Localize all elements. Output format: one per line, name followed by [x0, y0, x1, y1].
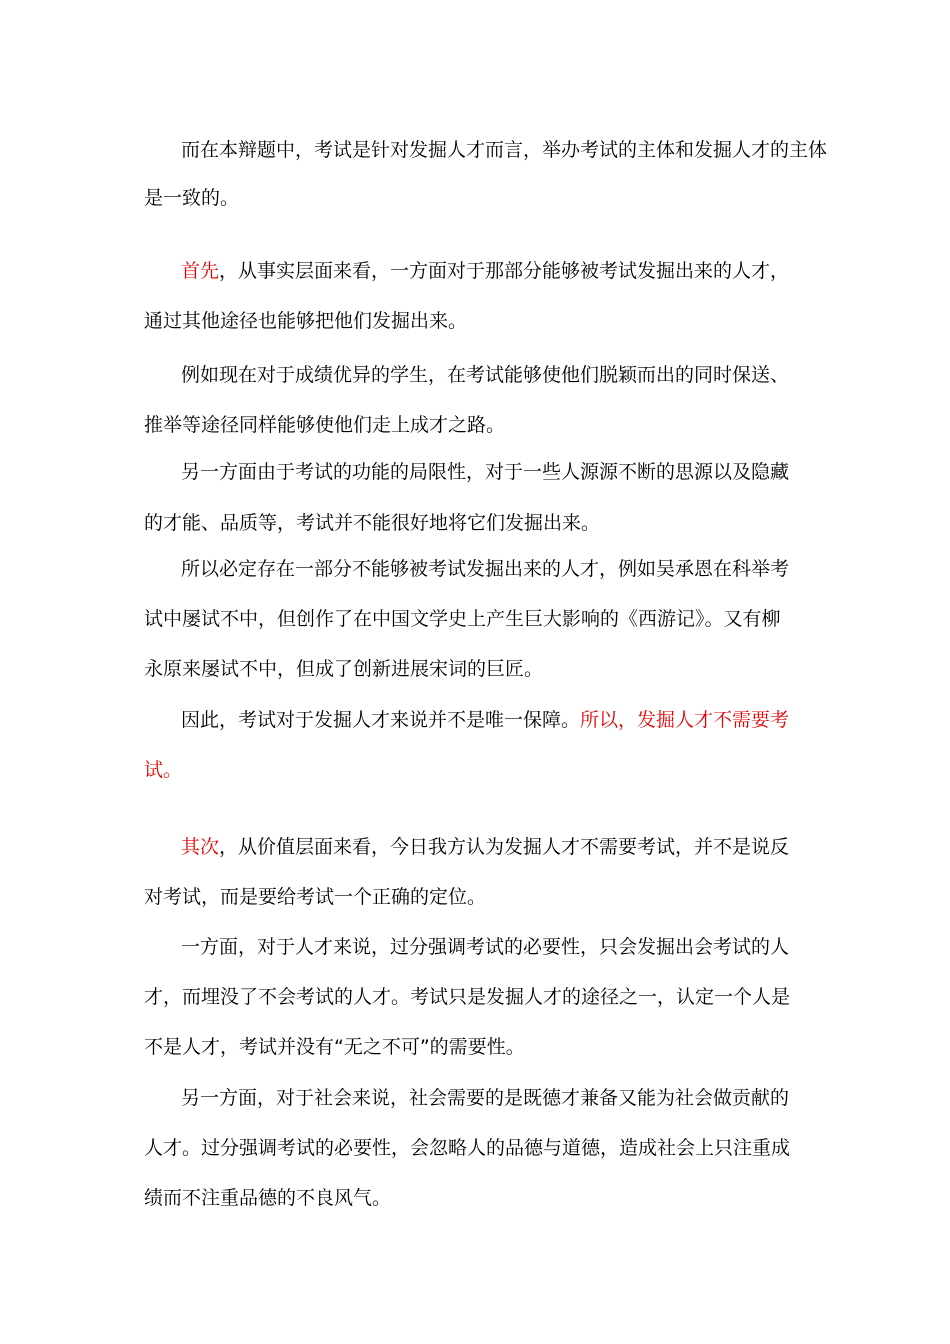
body-text: 对考试，而是要给考试一个正确的定位。	[144, 886, 487, 908]
body-text: 的才能、品质等，考试并不能很好地将它们发掘出来。	[144, 512, 601, 534]
text-line	[144, 185, 239, 211]
body-text: ，从价值层面来看，今日我方认为发掘人才不需要考试，并不是说反	[219, 836, 790, 858]
text-line	[144, 884, 486, 910]
body-text: 才，而埋没了不会考试的人才。考试只是发掘人才的途径之一，认定一个人是	[144, 986, 791, 1008]
text-line	[181, 137, 827, 163]
text-line	[144, 606, 781, 632]
body-text: 另一方面由于考试的功能的局限性，对于一些人源源不断的思源以及隐藏	[181, 461, 790, 483]
text-line	[144, 510, 600, 536]
text-line	[144, 412, 505, 438]
text-line	[144, 757, 182, 783]
body-text: ，从事实层面来看，一方面对于那部分能够被考试发掘出来的人才，	[219, 260, 790, 282]
emphasis-text: 首先	[181, 260, 220, 282]
text-line	[181, 556, 789, 582]
text-line	[181, 834, 789, 860]
text-line	[144, 1185, 391, 1211]
body-text: 绩而不注重品德的不良风气。	[144, 1187, 392, 1209]
text-line	[144, 656, 543, 682]
body-text: 例如现在对于成绩优异的学生，在考试能够使他们脱颖而出的同时保送、	[181, 364, 790, 386]
text-line	[181, 1085, 789, 1111]
body-text: 试中屡试不中，但创作了在中国文学史上产生巨大影响的《西游记》。又有柳	[144, 608, 781, 630]
body-text: 另一方面，对于社会来说，社会需要的是既德才兼备又能为社会做贡献的	[181, 1087, 790, 1109]
emphasis-text: 试。	[144, 759, 183, 781]
text-line	[144, 308, 467, 334]
emphasis-text: 所以，发掘人才不需要考	[580, 709, 790, 731]
text-line	[181, 459, 789, 485]
body-text: 一方面，对于人才来说，过分强调考试的必要性，只会发掘出会考试的人	[181, 936, 790, 958]
body-text: 所以必定存在一部分不能够被考试发掘出来的人才，例如吴承恩在科举考	[181, 558, 790, 580]
body-text: 是一致的。	[144, 187, 240, 209]
body-text: 通过其他途径也能够把他们发掘出来。	[144, 310, 468, 332]
body-text: 不是人才，考试并没有“无之不可”的需要性。	[144, 1036, 525, 1058]
emphasis-text: 其次	[181, 836, 220, 858]
body-text: 人才。过分强调考试的必要性，会忽略人的品德与道德，造成社会上只注重成	[144, 1137, 791, 1159]
text-line	[144, 1135, 790, 1161]
text-line	[144, 984, 790, 1010]
text-line	[181, 258, 789, 284]
text-line	[181, 934, 789, 960]
text-line	[144, 1034, 525, 1060]
body-text: 而在本辩题中，考试是针对发掘人才而言，举办考试的主体和发掘人才的主体	[181, 139, 828, 161]
text-line	[181, 707, 789, 733]
body-text: 永原来屡试不中，但成了创新进展宋词的巨匠。	[144, 658, 544, 680]
body-text: 因此，考试对于发掘人才来说并不是唯一保障。	[181, 709, 581, 731]
text-line	[181, 362, 789, 388]
body-text: 推举等途径同样能够使他们走上成才之路。	[144, 414, 506, 436]
